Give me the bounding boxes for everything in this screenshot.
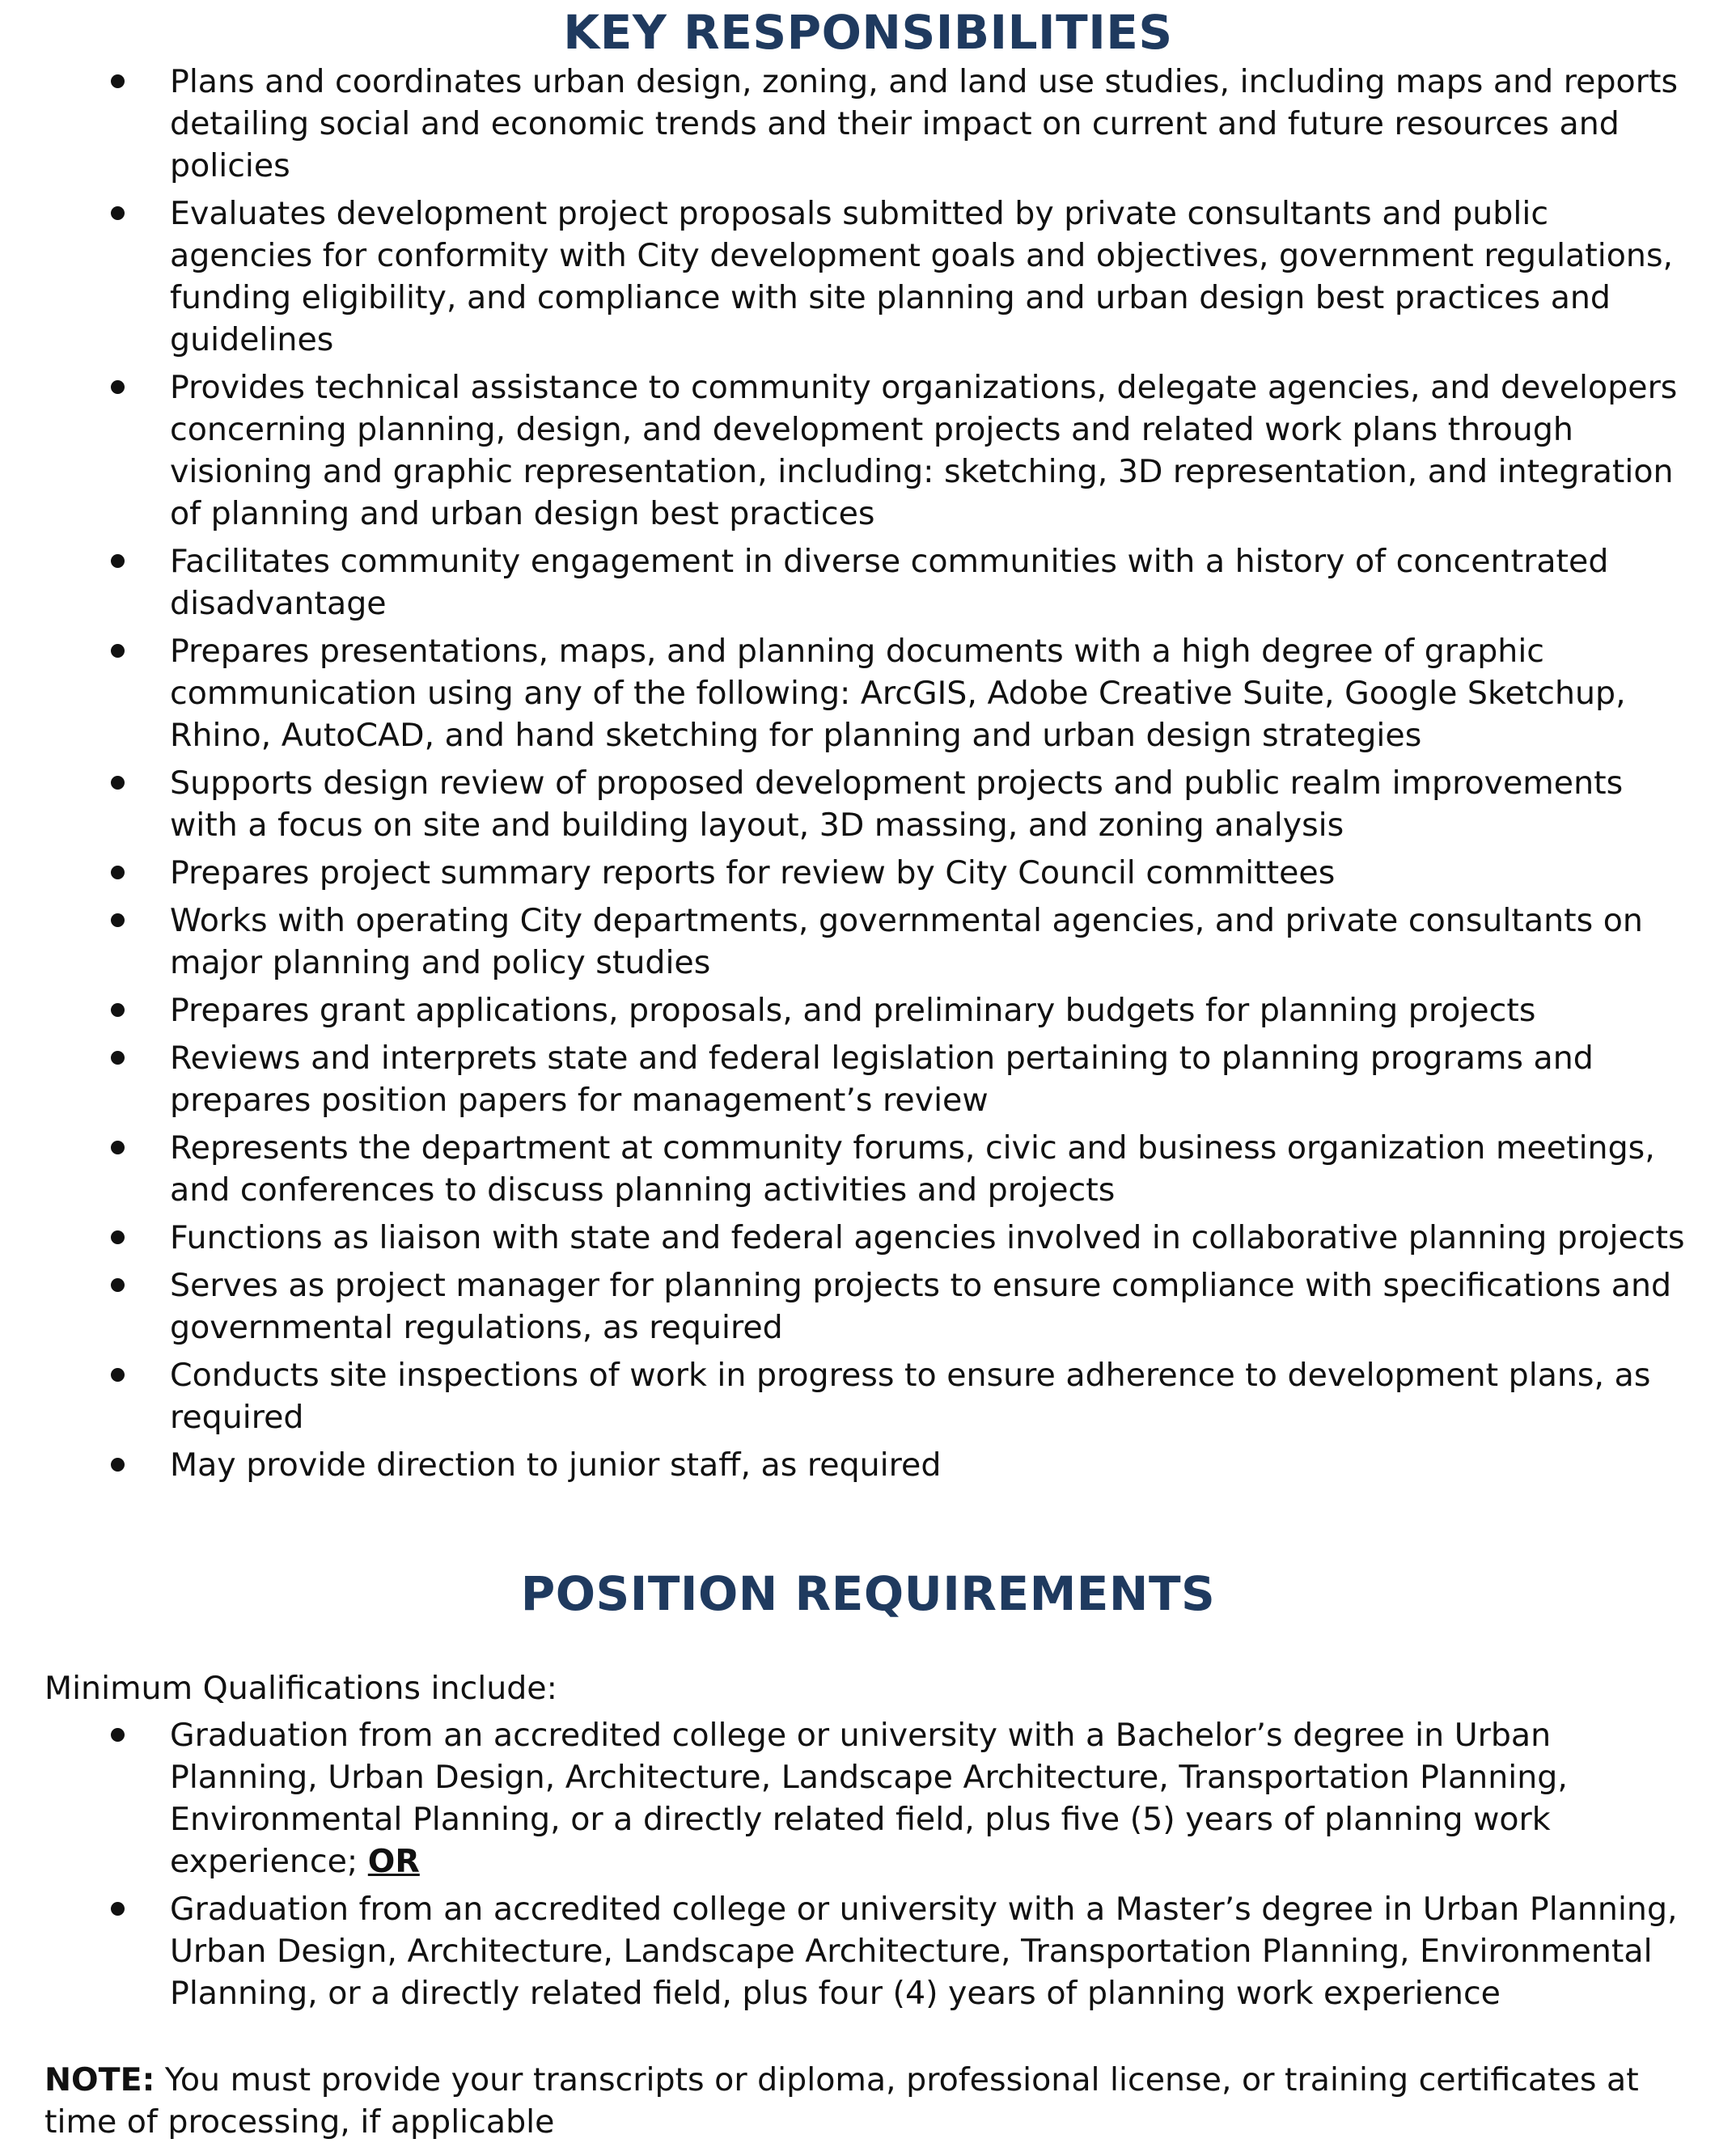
or-label: OR — [367, 1843, 420, 1880]
list-item-text: Conducts site inspections of work in progress to ensure adherence to development plans, as required — [170, 1357, 1651, 1436]
position-requirements-list — [0, 1714, 1736, 2014]
list-item-text: Plans and coordinates urban design, zoning, and land use studies, including maps and reports detailing social and economic trends and their impact on current and future resources and policies — [170, 63, 1679, 184]
list-item — [0, 1037, 1736, 1121]
note-paragraph — [0, 2059, 1736, 2143]
list-item — [0, 1354, 1736, 1438]
bullet-icon — [111, 206, 125, 220]
key-responsibilities-list — [0, 61, 1736, 1486]
bullet-icon — [111, 1141, 125, 1154]
list-item-text: Provides technical assistance to community organizations, delegate agencies, and developers concerning planning, design, and development projects and related work plans through visioning and graphic representation, including: sketching, 3D representation, and integration of planning and urban design best practices — [170, 369, 1678, 532]
list-item — [0, 366, 1736, 535]
position-requirements-heading: POSITION REQUIREMENTS — [520, 1566, 1216, 1621]
bullet-icon — [111, 644, 125, 658]
bullet-icon — [111, 1902, 125, 1916]
bullet-icon — [111, 913, 125, 927]
list-item — [0, 1714, 1736, 1883]
list-item — [0, 1127, 1736, 1211]
list-item — [0, 989, 1736, 1031]
list-item-text: Represents the department at community forums, civic and business organization meetings, and conferences to discuss planning activities and projects — [170, 1129, 1655, 1209]
list-item — [0, 61, 1736, 187]
list-item-text: Reviews and interprets state and federal legislation pertaining to planning programs and prepares position papers for management’s review — [170, 1040, 1594, 1119]
bullet-icon — [111, 1051, 125, 1065]
list-item-text: Facilitates community engagement in diverse communities with a history of concentrated disadvantage — [170, 543, 1609, 622]
list-item — [0, 630, 1736, 756]
minimum-qualifications-intro: Minimum Qualifications include: — [44, 1670, 557, 1707]
list-item-text: Graduation from an accredited college or university with a Bachelor’s degree in Urban Planning, Urban Design, Architecture, Landscape Architecture, Transportation Planning, Environmental Planning, or a directly related field, plus five (5) years of planning work experience; — [170, 1717, 1568, 1880]
note-label: NOTE: — [44, 2061, 155, 2099]
bullet-icon — [111, 380, 125, 394]
key-responsibilities-heading: KEY RESPONSIBILITIES — [563, 5, 1173, 60]
bullet-icon — [111, 1458, 125, 1472]
bullet-icon — [111, 1278, 125, 1292]
list-item — [0, 1444, 1736, 1486]
list-item — [0, 540, 1736, 625]
bullet-icon — [111, 1728, 125, 1742]
list-item-text: Prepares presentations, maps, and planning documents with a high degree of graphic communication using any of the following: ArcGIS, Adobe Creative Suite, Google Sketchup, Rhino, AutoCAD, and hand sketching for planning and urban design strategies — [170, 633, 1626, 754]
list-item-text: Works with operating City departments, governmental agencies, and private consultants on major planning and policy studies — [170, 902, 1643, 981]
list-item-text: Prepares grant applications, proposals, and preliminary budgets for planning projects — [170, 992, 1536, 1029]
list-item — [0, 900, 1736, 984]
list-item-text: Prepares project summary reports for review by City Council committees — [170, 854, 1336, 892]
list-item-text: Serves as project manager for planning projects to ensure compliance with specifications and governmental regulations, as required — [170, 1267, 1672, 1346]
list-item — [0, 193, 1736, 361]
list-item-text: Evaluates development project proposals submitted by private consultants and public agencies for conformity with City development goals and objectives, government regulations, funding eligibility, and compliance with site planning and urban design best practices and guidelines — [170, 195, 1674, 358]
list-item-text: May provide direction to junior staff, as required — [170, 1446, 942, 1484]
list-item — [0, 852, 1736, 894]
list-item — [0, 1888, 1736, 2014]
bullet-icon — [111, 74, 125, 88]
bullet-icon — [111, 554, 125, 568]
note-text: You must provide your transcripts or diploma, professional license, or training certificates at time of processing, if applicable — [44, 2061, 1639, 2141]
list-item — [0, 1264, 1736, 1349]
list-item — [0, 1217, 1736, 1259]
list-item — [0, 762, 1736, 846]
bullet-icon — [111, 1230, 125, 1244]
list-item-text: Graduation from an accredited college or university with a Master’s degree in Urban Planning, Urban Design, Architecture, Landscape Architecture, Transportation Planning, Environmental Planning, or a directly related field, plus four (4) years of planning work experience — [170, 1891, 1678, 2012]
list-item-text: Functions as liaison with state and federal agencies involved in collaborative planning projects — [170, 1219, 1685, 1256]
bullet-icon — [111, 1003, 125, 1017]
list-item-text: Supports design review of proposed development projects and public realm improvements with a focus on site and building layout, 3D massing, and zoning analysis — [170, 764, 1624, 844]
bullet-icon — [111, 866, 125, 879]
bullet-icon — [111, 776, 125, 790]
bullet-icon — [111, 1368, 125, 1382]
